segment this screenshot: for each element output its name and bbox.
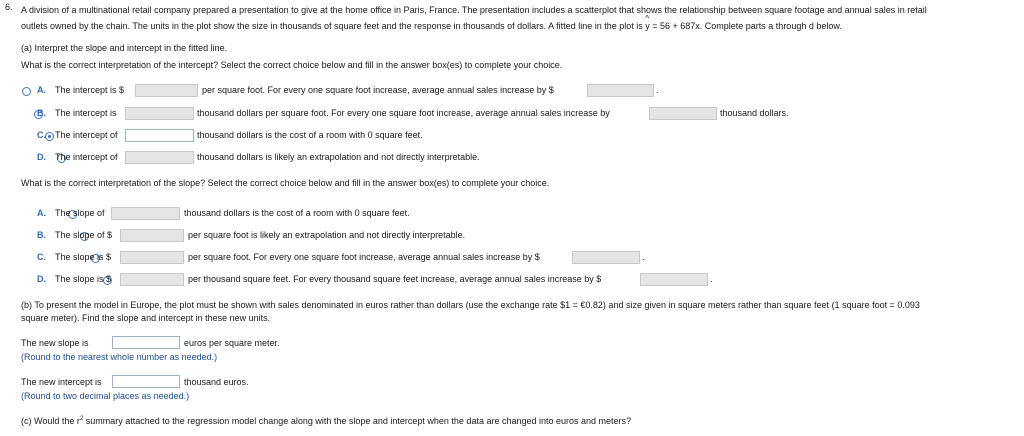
intercept-option-d-mid: thousand dollars is likely an extrapolation and not directly interpretable. <box>197 152 480 162</box>
intro-line-2b: = 56 + 687x. Complete parts a through d below. <box>649 21 842 31</box>
new-intercept-input[interactable] <box>112 375 180 388</box>
intro-line-2a: outlets owned by the chain. The units in the plot show the size in thousands of square feet and the response in thousands of dollars. A fitted line in the plot is <box>21 21 646 31</box>
part-a-heading: (a) Interpret the slope and intercept in the fitted line. <box>21 43 228 53</box>
new-slope-unit: euros per square meter. <box>184 338 280 348</box>
slope-b-input[interactable] <box>120 229 184 242</box>
slope-option-b-text: The slope of $ <box>55 230 113 240</box>
slope-a-input[interactable] <box>111 207 180 220</box>
intercept-option-a-radio[interactable] <box>22 87 31 96</box>
new-intercept-unit: thousand euros. <box>184 377 249 387</box>
part-c-pre: (c) Would the r <box>21 416 80 426</box>
r-squared-exponent: 2 <box>79 416 84 422</box>
y-hat-symbol: ^ y <box>645 18 650 34</box>
intercept-a-input-2[interactable] <box>587 84 654 97</box>
slope-option-a-text: The slope of <box>55 208 105 218</box>
slope-option-c-text: The slope is $ <box>55 252 112 262</box>
slope-d-input-2[interactable] <box>640 273 708 286</box>
intercept-prompt: What is the correct interpretation of the intercept? Select the correct choice below and fill in the answer box(es) to complete your choice. <box>21 60 563 70</box>
slope-c-input-2[interactable] <box>572 251 640 264</box>
intercept-option-a-text: The intercept is $ <box>55 85 125 95</box>
question-intro <box>21 2 1016 34</box>
part-c-post: summary attached to the regression model change along with the slope and intercept when the data are changed into euros and meters? <box>83 416 632 426</box>
new-slope-input[interactable] <box>112 336 180 349</box>
slope-option-b-mid: per square foot is likely an extrapolation and not directly interpretable. <box>188 230 466 240</box>
intercept-option-c-letter: C. <box>37 130 46 140</box>
intercept-option-c-mid: thousand dollars is the cost of a room with 0 square feet. <box>197 130 423 140</box>
slope-d-input-1[interactable] <box>120 273 184 286</box>
slope-option-a-mid: thousand dollars is the cost of a room with 0 square feet. <box>184 208 410 218</box>
intercept-b-input-1[interactable] <box>125 107 194 120</box>
slope-prompt: What is the correct interpretation of the slope? Select the correct choice below and fill in the answer box(es) to complete your choice. <box>21 178 550 188</box>
intercept-option-a-mid: per square foot. For every one square foot increase, average annual sales increase by $ <box>202 85 554 95</box>
intercept-b-input-2[interactable] <box>649 107 717 120</box>
intercept-option-c-radio[interactable] <box>45 132 54 141</box>
part-b-text-line-1: (b) To present the model in Europe, the plot must be shown with sales denominated in euros rather than dollars (use the exchange rate $1 = €0.82) and size given in square meters rather than square feet (1 square foot = 0.093 <box>21 300 920 310</box>
intercept-a-input-1[interactable] <box>135 84 198 97</box>
slope-option-c-end: . <box>642 252 645 262</box>
intercept-option-a-end: . <box>656 85 659 95</box>
slope-option-d-end: . <box>710 274 713 284</box>
slope-option-d-text: The slope is $ <box>55 274 112 284</box>
slope-option-b-letter: B. <box>37 230 46 240</box>
slope-option-a-letter: A. <box>37 208 46 218</box>
intercept-option-c-text: The intercept of <box>55 130 118 140</box>
part-c-question <box>21 416 631 426</box>
slope-c-input-1[interactable] <box>120 251 184 264</box>
slope-option-c-letter: C. <box>37 252 46 262</box>
new-slope-rounding-note: (Round to the nearest whole number as needed.) <box>21 352 218 362</box>
intercept-option-b-end: thousand dollars. <box>720 108 789 118</box>
slope-option-d-mid: per thousand square feet. For every thousand square feet increase, average annual sales increase by $ <box>188 274 602 284</box>
new-intercept-rounding-note: (Round to two decimal places as needed.) <box>21 391 190 401</box>
slope-option-d-letter: D. <box>37 274 46 284</box>
intercept-option-a-letter: A. <box>37 85 46 95</box>
slope-option-c-mid: per square foot. For every one square foot increase, average annual sales increase by $ <box>188 252 540 262</box>
question-number: 6. <box>5 2 13 12</box>
intercept-option-b-letter: B. <box>37 108 46 118</box>
intercept-option-b-mid: thousand dollars per square foot. For every one square foot increase, average annual sales increase by <box>197 108 610 118</box>
new-slope-label: The new slope is <box>21 338 89 348</box>
intercept-d-input[interactable] <box>125 151 194 164</box>
part-b-text-line-2: square meter). Find the slope and intercept in these new units. <box>21 313 271 323</box>
intercept-option-d-letter: D. <box>37 152 46 162</box>
new-intercept-label: The new intercept is <box>21 377 102 387</box>
intercept-option-d-text: The intercept of <box>55 152 118 162</box>
intercept-option-b-text: The intercept is <box>55 108 117 118</box>
intro-line-1: A division of a multinational retail company prepared a presentation to give at the home office in Paris, France. The presentation includes a scatterplot that shows the relationship between square footage and annual sales in retail <box>21 5 927 15</box>
intercept-c-input[interactable] <box>125 129 194 142</box>
